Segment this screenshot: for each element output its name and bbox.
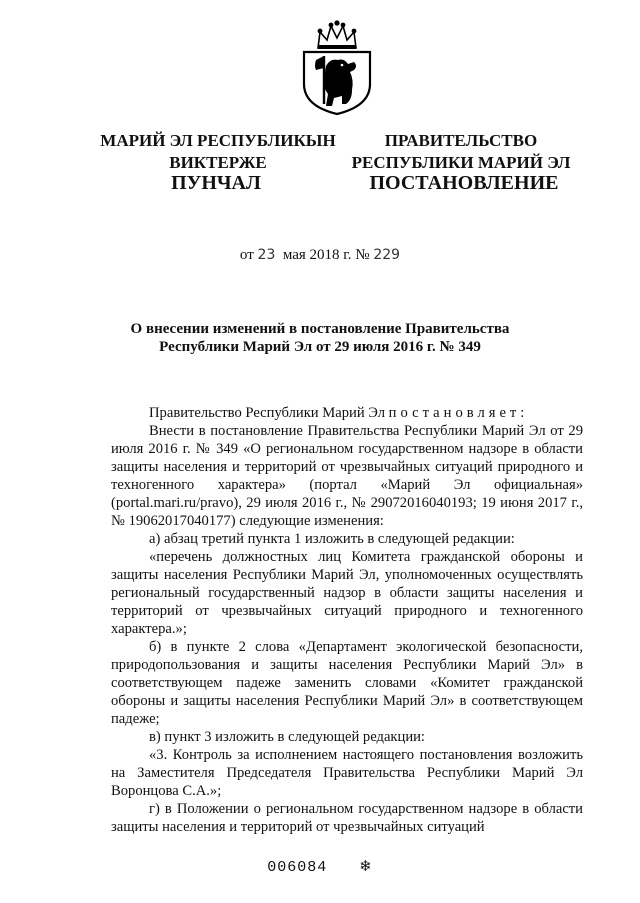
coat-of-arms-emblem <box>296 20 378 116</box>
document-number: 229 <box>373 247 401 263</box>
header-right-line1: ПРАВИТЕЛЬСТВО <box>384 131 538 150</box>
title-line1: О внесении изменений в постановление Правительства <box>130 321 510 337</box>
date-prefix: от <box>239 247 254 263</box>
header-left-mari <box>92 130 344 174</box>
paragraph-v-quote: «3. Контроль за исполнением настоящего постановления возложить на Заместителя Председателя Правительства Республики Марий Эл Воронцова С.А.»; <box>111 747 583 799</box>
header-right-russian <box>350 130 572 174</box>
header-right-line2: РЕСПУБЛИКИ МАРИЙ ЭЛ <box>351 153 571 172</box>
intro-paragraph <box>111 404 583 422</box>
footer-serial <box>0 857 640 876</box>
header-left-line1: МАРИЙ ЭЛ РЕСПУБЛИКЫН <box>100 131 336 150</box>
paragraph-a: а) абзац третий пункта 1 изложить в следующей редакции: <box>149 531 515 547</box>
date-line <box>0 247 640 264</box>
doctype-left: ПУНЧАЛ <box>171 172 261 194</box>
title-line2: Республики Марий Эл от 29 июля 2016 г. № 349 <box>159 339 481 355</box>
document-title <box>110 320 530 356</box>
snowflake-icon: ❄ <box>359 857 373 875</box>
crown-icon <box>318 20 357 49</box>
document-body <box>111 404 583 836</box>
intro-resolves: постановляет: <box>388 405 529 421</box>
intro-text: Правительство Республики Марий Эл <box>149 405 386 421</box>
doctype-right: ПОСТАНОВЛЕНИЕ <box>369 172 559 194</box>
date-month-year: мая 2018 г. № <box>282 247 370 263</box>
date-day: 23 <box>257 247 276 263</box>
paragraph-b: б) в пункте 2 слова «Департамент экологической безопасности, природопользования и защиты населения Республики Марий Эл» в соответствующем падеже заменить словами «Комитет гражданской обороны и защиты населения Республики Марий Эл» в соответствующем падеже; <box>111 639 583 727</box>
header-left-line2: ВИКТЕРЖЕ <box>169 153 267 172</box>
serial-number: 006084 <box>267 859 328 876</box>
paragraph-a-quote: «перечень должностных лиц Комитета гражданской обороны и защиты населения Республики Марий Эл, уполномоченных осуществлять региональный государственный надзор в области защиты населения и территорий от чрезвычайных ситуаций природного и техногенного характера.»; <box>111 549 583 637</box>
paragraph-g: г) в Положении о региональном государственном надзоре в области защиты населения и территорий от чрезвычайных ситуаций <box>111 801 583 835</box>
paragraph-v: в) пункт 3 изложить в следующей редакции: <box>149 729 425 745</box>
paragraph-1: Внести в постановление Правительства Республики Марий Эл от 29 июля 2016 г. № 349 «О региональном государственном надзоре в области защиты населения и территорий от чрезвычайных ситуаций природного и техногенного характера» (портал «Марий Эл официальная» (portal.mari.ru/pravo), 29 июля 2016 г., № 29072016040193; 19 июня 2017 г., № 19062017040177) следующие изменения: <box>111 423 583 529</box>
